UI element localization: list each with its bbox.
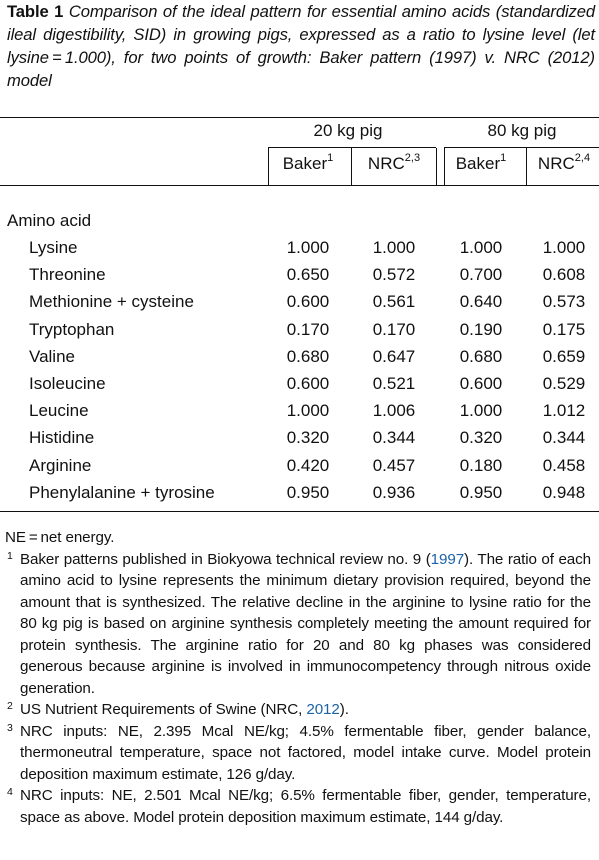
row-label: Isoleucine [29, 374, 106, 393]
footnote-mark: 4 [7, 786, 13, 798]
col-header-nrc-20: NRC$^{2,3}$ [367, 152, 421, 173]
table-cell: 0.180 [459, 455, 503, 475]
table-cell: 0.936 [372, 482, 416, 502]
citation-link[interactable]: 2012 [306, 701, 340, 718]
table-cell: 0.600 [459, 374, 503, 393]
table-cell: 1.000 [542, 238, 586, 257]
table-cell: 0.950 [286, 482, 330, 502]
table-cell: 0.650 [286, 265, 330, 285]
section-label: Amino acid [7, 211, 92, 230]
group-rule-20kg [268, 147, 436, 148]
footnote-text: ). [339, 701, 349, 718]
table-cell: 0.320 [459, 428, 503, 448]
footnote-list [5, 549, 591, 829]
column-divider [436, 148, 437, 185]
citation-link[interactable]: 1997 [430, 550, 465, 568]
row-label: Lysine [29, 238, 78, 257]
footnote [5, 721, 591, 786]
column-divider [444, 148, 445, 185]
table-cell: 1.006 [372, 401, 416, 421]
footnote [5, 549, 591, 700]
bottom-rule [0, 511, 599, 512]
table-cell: 0.521 [372, 374, 416, 393]
group-header-20kg: 20 kg pig [313, 121, 383, 140]
table-caption [7, 0, 595, 92]
row-label: Threonine [29, 265, 106, 285]
row-label: Tryptophan [29, 319, 115, 339]
table-cell: 0.320 [286, 428, 330, 448]
table-cell: 0.573 [542, 292, 586, 312]
table-cell: 0.680 [286, 346, 330, 366]
table-cell: 1.000 [372, 238, 416, 257]
footnote-mark: 1 [7, 549, 13, 562]
column-divider [351, 148, 352, 185]
table-cell: 0.344 [372, 428, 416, 448]
row-label: Histidine [29, 428, 95, 448]
row-label: Phenylalanine + tyrosine [29, 482, 215, 502]
table-cell: 0.572 [372, 265, 416, 285]
footnote-text: Baker patterns published in Biokyowa technical review no. 9 ( [20, 550, 431, 568]
table-cell: 0.457 [372, 455, 416, 475]
table-cell: 0.420 [286, 455, 330, 475]
table-cell: 0.700 [459, 265, 503, 285]
table-cell: 0.190 [459, 319, 503, 339]
table-label: Table 1 [7, 2, 64, 21]
header-rule [0, 185, 599, 186]
footnote-text: ). The ratio of each amino acid to lysine represents the minimum dietary provision required, beyond the amount that is synthesized. The relative decline in the arginine to lysine ratio for the 80 kg pig is based on arginine synthesis completely meeting the amount required for protein synthesis. The arginine ratio for 20 and 80 kg phases was considered generous because arginine is involved in immunocompetency through nitrous oxide generation. [20, 550, 591, 697]
footnote-text: US Nutrient Requirements of Swine (NRC, [20, 701, 307, 718]
row-label: Leucine [29, 401, 89, 421]
row-label: Methionine + cysteine [29, 292, 194, 312]
table-cell: 0.170 [286, 319, 330, 339]
table-cell: 0.344 [542, 428, 586, 448]
table-cell: 1.000 [286, 401, 330, 421]
abbreviation-note: NE = net energy. [5, 529, 115, 546]
top-rule [0, 117, 599, 118]
group-rule-80kg [444, 147, 599, 148]
footnote [5, 699, 591, 721]
table-cell: 0.680 [459, 346, 503, 366]
footnotes [5, 527, 591, 828]
column-divider [268, 148, 269, 185]
col-header-baker-80: Baker$^1$ [455, 152, 507, 173]
table-cell: 0.647 [372, 346, 416, 366]
table-cell: 0.659 [542, 346, 586, 366]
table-cell: 0.640 [459, 292, 503, 312]
group-header-80kg: 80 kg pig [487, 121, 557, 140]
footnote-text: NRC inputs: NE, 2.501 Mcal NE/kg; 6.5% fermentable fiber, gender, temperature, space as above. Model protein deposition maximum estimate, 144 g/day. [20, 787, 591, 826]
col-header-nrc-80: NRC$^{2,4}$ [537, 152, 591, 173]
table-cell: 0.948 [542, 482, 586, 502]
row-label: Valine [29, 346, 75, 366]
table-cell: 0.458 [542, 455, 586, 475]
footnote-mark: 2 [7, 700, 13, 712]
column-divider [526, 148, 527, 185]
table-cell: 0.170 [372, 319, 416, 339]
table-cell: 1.012 [542, 401, 586, 421]
caption-text: Comparison of the ideal pattern for essential amino acids (standardized ileal digestibility, SID) in growing pigs, expressed as a ratio to lysine level (let lysine = 1.000), for two points of growth: Baker pattern (1997) v. NRC (2012) model [7, 2, 596, 90]
table-cell: 0.175 [542, 319, 586, 339]
table-cell: 0.950 [459, 482, 503, 502]
table-cell: 1.000 [459, 238, 503, 257]
table-cell: 0.561 [372, 292, 416, 312]
footnote-mark: 3 [7, 721, 13, 734]
footnote-text: NRC inputs: NE, 2.395 Mcal NE/kg; 4.5% fermentable fiber, gender balance, thermoneutral temperature, space not factored, model intake curve. Model protein deposition maximum estimate, 126 g/day. [20, 722, 591, 783]
table-cell: 1.000 [286, 238, 330, 257]
table-cell: 0.529 [542, 374, 586, 393]
table-cell: 0.600 [286, 374, 330, 393]
footnote [5, 785, 591, 828]
row-label: Arginine [29, 455, 92, 475]
table-cell: 1.000 [459, 401, 503, 421]
table-cell: 0.608 [542, 265, 586, 285]
table-cell: 0.600 [286, 292, 330, 312]
col-header-baker-20: Baker$^1$ [282, 152, 334, 173]
